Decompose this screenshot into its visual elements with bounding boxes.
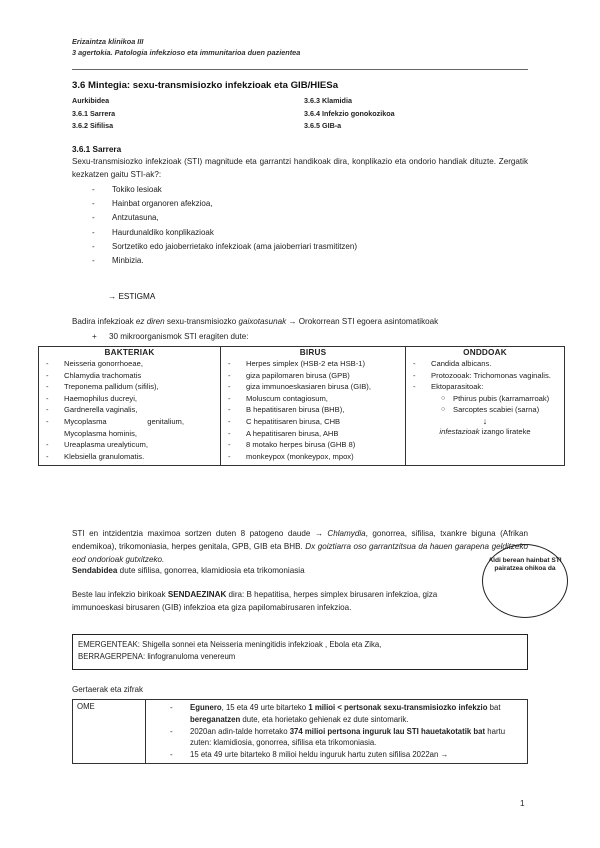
reemerging-line: BERRAGERPENA: linfogranuloma venereum [78,652,236,661]
reasons-list [92,185,512,270]
coinfection-bubble: Aldi berean hainbat STI pairatzea ohikoa da [482,544,568,618]
incidence-paragraph: STI en intzidentzia maximoa sortzen duten 8 patogeno daude → Chlamydia, gonorrea, sifilisa, txankre biguna (Afrikan endemikoa), trikomoniasia, herpes genitala, GPB, GIB eta BHB. Dx goiztiarra oso garrantzitsua da hauen garapena gelditzeko eod ondorioak gutxitzeko. [72,529,529,564]
list-item: - Antzutasuna, [92,213,512,227]
virus-item: - giza immunoeskasiaren birusa (GIB), [224,381,402,393]
toc-item[interactable]: 3.6.5 GIB-a [304,121,342,130]
emerging-box [72,634,528,670]
incurable-paragraph: Beste lau infekzio birikoak SENDAEZINAK dira: B hepatitisa, herpes simplex birusaren infekzioa, giza immunoeskasi birusaren (GIB) infekzioa eta giza papilomabirusaren infekzioa. [72,590,438,612]
pathogen-table [38,346,565,466]
toc-right [304,95,395,133]
fungi-header: ONDDOAK [463,348,507,357]
ectoparasite-item: ○ Pthirus pubis (karramarroak) [409,393,561,404]
ome-facts [146,700,528,764]
stigma-note: → ESTIGMA [108,292,156,301]
down-arrow-icon: ↓ [482,415,488,426]
page-number: 1 [520,799,525,808]
fungi-column [406,347,565,466]
bacteria-column [39,347,221,466]
list-item: - Tokiko lesioak [92,185,512,199]
virus-item: - A hepatitisaren birusa, AHB [224,428,402,440]
bacteria-item: - Ureaplasma urealyticum, [42,439,217,451]
bacteria-item: - Chlamydia trachomatis [42,370,217,382]
virus-item: - Moluscum contagiosum, [224,393,402,405]
bacteria-item: - Klebsiella granulomatis. [42,451,217,463]
virus-header: BIRUS [299,348,327,357]
toc-item[interactable]: Aurkibidea [72,96,110,105]
bacteria-item: - Treponema pallidum (sifilis), [42,381,217,393]
list-item: - Minbizia. [92,256,512,270]
list-item: - Haurdunaldiko konplikazioak [92,228,512,242]
header-subtitle: 3 agertokia. Patologia infekzioso eta immunitarioa duen pazientea [72,48,301,57]
toc-item[interactable]: 3.6.3 Klamidia [304,96,352,105]
toc-item[interactable]: 3.6.2 Sifilisa [72,121,114,130]
virus-item: - Herpes simplex (HSB-2 eta HSB-1) [224,358,402,370]
virus-item: - C hepatitisaren birusa, CHB [224,416,402,428]
microorganisms-line: + 30 mikroorganismok STI eragiten dute: [92,332,249,341]
virus-column [221,347,406,466]
bacteria-item: - Haemophilus ducreyi, [42,393,217,405]
toc-item[interactable]: 3.6.1 Sarrera [72,108,116,118]
list-item: - Hainbat organoren afekzioa, [92,199,512,213]
intro-paragraph: Sexu-transmisiozko infekzioak (STI) magnitude eta garrantzi handikoak dira, konplikazio eta ondorio handiak dituzte. Zergatik kezkatzen gaitu STI-ak?: [72,157,528,179]
bacteria-header: BAKTERIAK [104,348,155,357]
infestation-note: infestazioak izango lirateke [439,426,531,436]
fungi-item: - Ektoparasitoak: [409,381,561,393]
ome-fact: - 15 eta 49 urte bitarteko 8 milioi heldu inguruk hartu zuten sifilisa 2022an → [170,749,523,761]
bacteria-item: - Neisseria gonorrhoeae, [42,358,217,370]
virus-item: - 8 motako herpes birusa (GHB 8) [224,439,402,451]
virus-item: - giza papilomaren birusa (GPB) [224,370,402,382]
header-divider [72,69,528,70]
facts-label: Gertaerak eta zifrak [72,685,144,694]
toc-item[interactable]: 3.6.4 Infekzio gonokozikoa [304,108,395,118]
section-heading: 3.6.1 Sarrera [72,145,122,154]
header-course: Erizaintza klinikoa III [72,37,144,46]
virus-item: - monkeypox (monkeypox, mpox) [224,451,402,463]
curable-line: Sendabidea dute sifilisa, gonorrea, klamidiosia eta trikomoniasia [72,566,305,575]
fungi-item: - Candida albicans. [409,358,561,370]
ome-fact: - Egunero, 15 eta 49 urte bitarteko 1 milioi < pertsonak sexu-transmisiozko infekzio bat bereganatzen dute, eta horietako gehienak ez dute sintomarik. [170,702,523,726]
asymptomatic-line: Badira infekzioak ez diren sexu-transmisiozko gaixotasunak → Orokorrean STI egoera asintomatikoak [72,317,439,326]
ectoparasite-item: ○ Sarcoptes scabiei (sarna) [409,404,561,415]
ome-table [72,699,528,764]
toc-left [72,95,115,133]
emerging-line: EMERGENTEAK: Shigella sonnei eta Neisseria meningitidis infekzioak , Ebola eta Zika, [78,640,382,649]
ome-fact: - 2020an adin-talde horretako 374 milioi pertsona inguruk lau STI hauetakotatik bat hartu zuten: klamidiosia, gonorrea, sifilisa eta trikomoniasia. [170,726,523,750]
page-title: 3.6 Mintegia: sexu-transmisiozko infekzioak eta GIB/HIESa [72,80,339,91]
fungi-item: - Protozooak: Trichomonas vaginalis. [409,370,561,382]
plus-bullet: + [92,332,97,341]
virus-item: - B hepatitisaren birusa (BHB), [224,404,402,416]
list-item: - Sortzetiko edo jaioberrietako infekzioak (ama jaioberriari trasmititzen) [92,242,512,256]
ome-label: OME [73,700,146,764]
bacteria-item: - Mycoplasma genitalium, Mycoplasma hominis, [42,416,184,439]
bacteria-item: - Gardnerella vaginalis, [42,404,217,416]
